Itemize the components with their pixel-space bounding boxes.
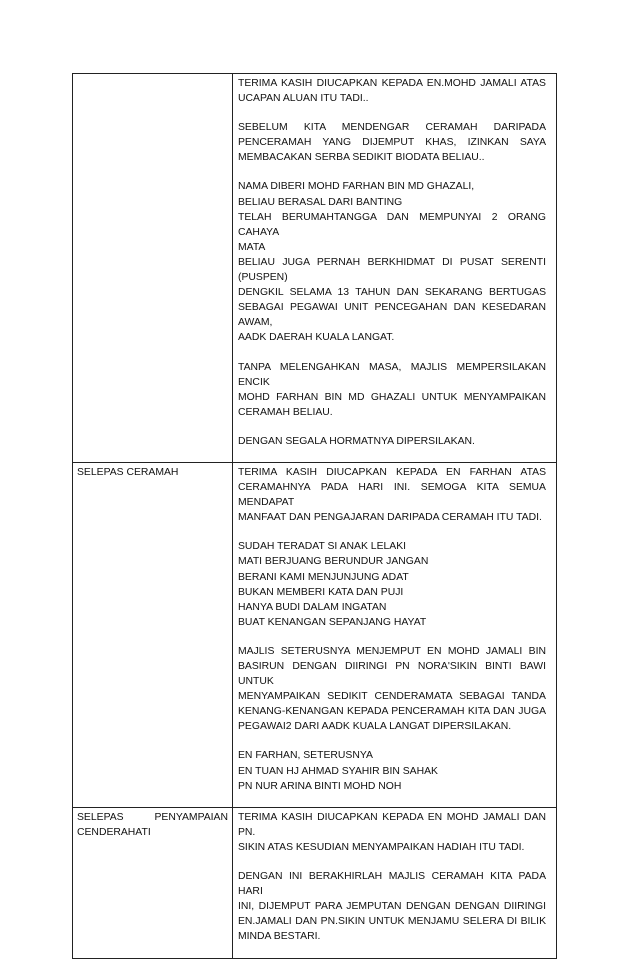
segment-label-cell	[73, 74, 233, 463]
paragraph	[238, 120, 546, 165]
text-line: PENCERAMAH YANG DIJEMPUT KHAS, IZINKAN SAYA	[238, 137, 546, 149]
text-line: MATI BERJUANG BERUNDUR JANGAN	[238, 556, 429, 568]
paragraph	[238, 465, 546, 525]
text-line: DENGKIL SELAMA 13 TAHUN DAN SEKARANG BERTUGAS	[238, 287, 546, 299]
segment-label: SELEPAS PENYAMPAIAN CENDERAHATI	[77, 811, 228, 838]
paragraph	[238, 644, 546, 735]
text-line: HANYA BUDI DALAM INGATAN	[238, 601, 387, 613]
table-row	[73, 74, 557, 463]
text-line: PN NUR ARINA BINTI MOHD NOH	[238, 780, 402, 792]
text-line: CERAMAHNYA PADA HARI INI. SEMOGA KITA SEMUA MENDAPAT	[238, 482, 546, 509]
text-line: SEBAGAI PEGAWAI UNIT PENCEGAHAN DAN KESEDARAN AWAM,	[238, 302, 546, 329]
segment-label-cell	[73, 462, 233, 807]
script-text-cell	[233, 462, 557, 807]
text-line: BUKAN MEMBERI KATA DAN PUJI	[238, 586, 404, 598]
paragraph	[238, 539, 546, 630]
text-line: MAJLIS SETERUSNYA MENJEMPUT EN MOHD JAMALI BIN	[238, 645, 546, 657]
segment-label: SELEPAS CERAMAH	[77, 466, 179, 478]
text-line: EN.JAMALI DAN PN.SIKIN UNTUK MENJAMU SELERA DI BILIK	[238, 916, 546, 928]
text-line: PEGAWAI2 DARI AADK KUALA LANGAT DIPERSILAKAN.	[238, 721, 512, 733]
text-line: DENGAN INI BERAKHIRLAH MAJLIS CERAMAH KITA PADA HARI	[238, 871, 546, 898]
paragraph	[238, 179, 546, 345]
text-line: SUDAH TERADAT SI ANAK LELAKI	[238, 541, 407, 553]
text-line: SIKIN ATAS KESUDIAN MENYAMPAIKAN HADIAH ITU TADI.	[238, 841, 525, 853]
text-line: TERIMA KASIH DIUCAPKAN KEPADA EN MOHD JAMALI DAN PN.	[238, 811, 546, 838]
text-line: CERAMAH BELIAU.	[238, 406, 333, 418]
text-line: EN FARHAN, SETERUSNYA	[238, 750, 373, 762]
text-line: UCAPAN ALUAN ITU TADI..	[238, 93, 369, 105]
paragraph	[238, 76, 546, 106]
text-line: EN TUAN HJ AHMAD SYAHIR BIN SAHAK	[238, 765, 438, 777]
text-line: BUAT KENANGAN SEPANJANG HAYAT	[238, 616, 427, 628]
text-line: TANPA MELENGAHKAN MASA, MAJLIS MEMPERSILAKAN ENCIK	[238, 361, 546, 388]
text-line: BELIAU BERASAL DARI BANTING	[238, 196, 403, 208]
text-line: INI, DIJEMPUT PARA JEMPUTAN DENGAN DENGAN DIIRINGI	[238, 901, 546, 913]
text-line: TERIMA KASIH DIUCAPKAN KEPADA EN FARHAN ATAS	[238, 466, 546, 478]
text-line: MATA	[238, 241, 266, 253]
text-line: BERANI KAMI MENJUNJUNG ADAT	[238, 571, 409, 583]
text-line: MANFAAT DAN PENGAJARAN DARIPADA CERAMAH ITU TADI.	[238, 512, 542, 524]
text-line: NAMA DIBERI MOHD FARHAN BIN MD GHAZALI,	[238, 181, 475, 193]
table-row	[73, 462, 557, 807]
segment-label-cell	[73, 807, 233, 958]
text-line: MEMBACAKAN SERBA SEDIKIT BIODATA BELIAU..	[238, 152, 485, 164]
paragraph	[238, 869, 546, 944]
paragraph	[238, 748, 546, 793]
text-line: MENYAMPAIKAN SEDIKIT CENDERAMATA SEBAGAI TANDA	[238, 691, 546, 703]
text-line: MOHD FARHAN BIN MD GHAZALI UNTUK MENYAMPAIKAN	[238, 391, 546, 403]
text-line: AADK DAERAH KUALA LANGAT.	[238, 332, 395, 344]
table-row	[73, 807, 557, 958]
text-line: BELIAU JUGA PERNAH BERKHIDMAT DI PUSAT SERENTI (PUSPEN)	[238, 256, 546, 284]
text-line: TELAH BERUMAHTANGGA DAN MEMPUNYAI 2 ORANG CAHAYA	[238, 211, 546, 238]
program-script-table	[72, 73, 557, 959]
script-text-cell	[233, 74, 557, 463]
text-line: KENANG-KENANGAN KEPADA PENCERAMAH KITA DAN JUGA	[238, 706, 546, 718]
text-line: MINDA BESTARI.	[238, 931, 321, 943]
text-line: SEBELUM KITA MENDENGAR CERAMAH DARIPADA	[238, 122, 546, 134]
text-line: TERIMA KASIH DIUCAPKAN KEPADA EN.MOHD JAMALI ATAS	[238, 78, 546, 89]
paragraph	[238, 434, 546, 449]
paragraph	[238, 360, 546, 420]
script-text-cell	[233, 807, 557, 958]
paragraph	[238, 810, 546, 855]
text-line: BASIRUN DENGAN DIIRINGI PN NORA'SIKIN BINTI BAWI UNTUK	[238, 661, 546, 688]
text-line: DENGAN SEGALA HORMATNYA DIPERSILAKAN.	[238, 435, 475, 447]
